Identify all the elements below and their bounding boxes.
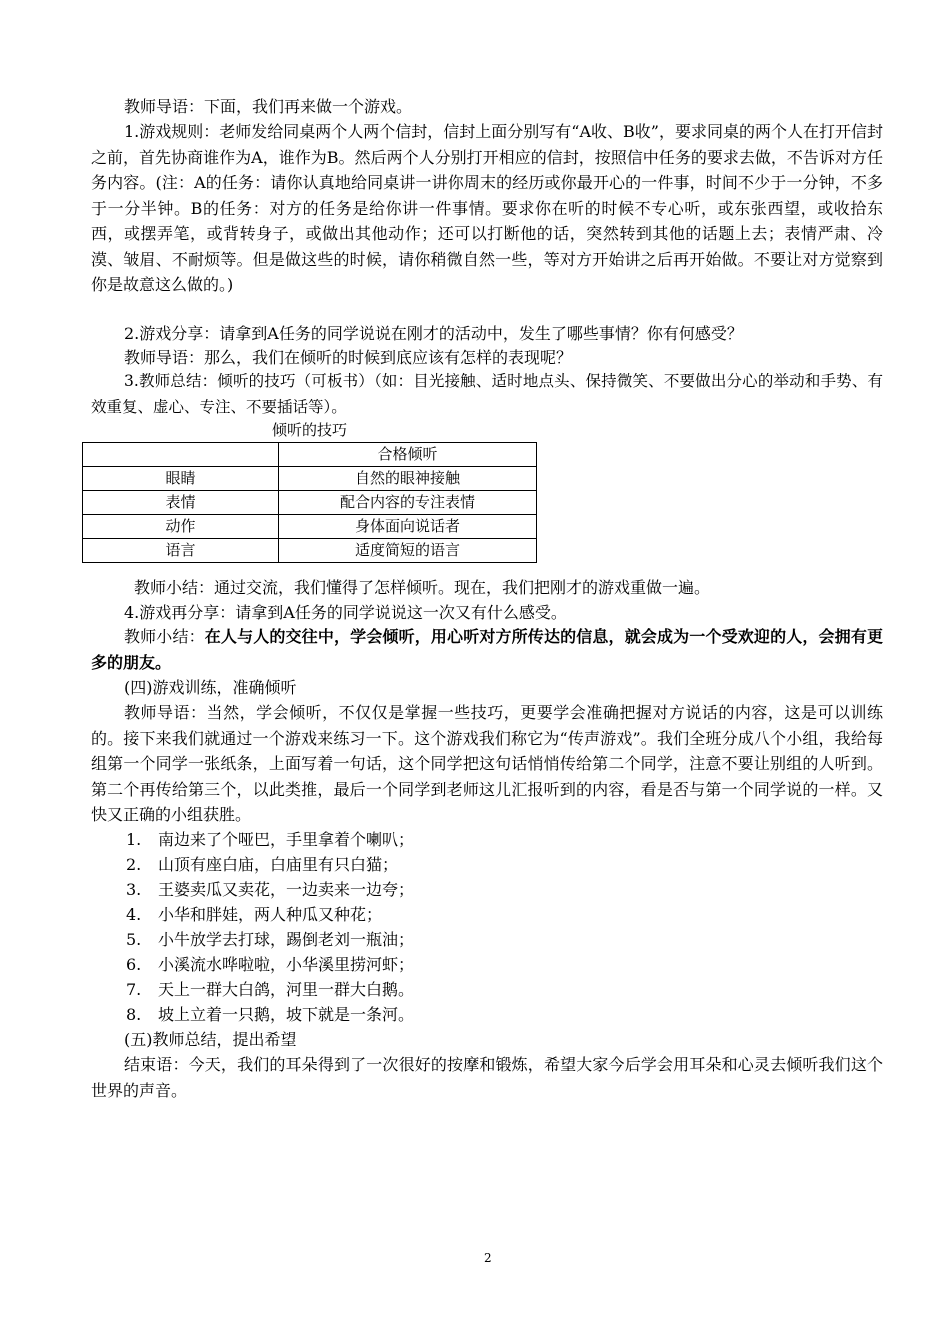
paragraph-teacher-summary: 3.教师总结：倾听的技巧（可板书）（如：目光接触、适时地点头、保持微笑、不要做出分心的举动和手势、有效重复、虚心、专注、不要插话等）。 — [91, 372, 883, 416]
list-item-number: 3. — [126, 880, 142, 899]
listening-skills-table — [82, 442, 537, 563]
list-item-text: 天上一群大白鸽，河里一群大白鹅。 — [158, 980, 415, 999]
table-cell: 眼睛 — [83, 467, 279, 491]
table-cell: 自然的眼神接触 — [279, 467, 537, 491]
list-item-text: 小华和胖娃，两人种瓜又种花； — [158, 905, 383, 924]
section-heading-summary: (五)教师总结，提出希望 — [124, 1030, 297, 1049]
table-cell: 适度简短的语言 — [279, 539, 537, 563]
paragraph-game-share: 2.游戏分享：请拿到A任务的同学说说在刚才的活动中，发生了哪些事情？你有何感受？ — [124, 324, 743, 343]
list-item — [126, 827, 414, 852]
list-item — [126, 852, 398, 877]
paragraph-whisper-game: 教师导语：当然，学会倾听，不仅仅是掌握一些技巧，更要学会准确把握对方说话的内容，这是可以训练的。接下来我们就通过一个游戏来练习一下。这个游戏我们称它为“传声游戏”。我们全班分成八个小组，我给每组第一个同学一张纸条，上面写着一句话，这个同学把这句话悄悄传给第二个同学，注意不要让别组的人听到。第二个再传给第三个，以此类推，最后一个同学到老师这儿汇报听到的内容，看是否与第一个同学说的一样。又快又正确的小组获胜。 — [91, 703, 883, 824]
table-caption: 倾听的技巧 — [272, 421, 348, 439]
list-item-text: 小溪流水哗啦啦，小华溪里捞河虾； — [158, 955, 415, 974]
list-item — [126, 927, 414, 952]
paragraph-intro: 教师导语：下面，我们再来做一个游戏。 — [124, 97, 413, 116]
conclusion-prefix: 教师小结： — [124, 627, 205, 646]
paragraph-closing: 结束语：今天，我们的耳朵得到了一次很好的按摩和锻炼，希望大家今后学会用耳朵和心灵去倾听我们这个世界的声音。 — [91, 1055, 883, 1100]
paragraph-teacher-question: 教师导语：那么，我们在倾听的时候到底应该有怎样的表现呢？ — [124, 348, 573, 367]
section-heading-game-training: (四)游戏训练，准确倾听 — [124, 678, 297, 697]
table-cell: 语言 — [83, 539, 279, 563]
list-item-number: 1. — [126, 830, 142, 849]
list-item-number: 6. — [126, 955, 142, 974]
list-item-number: 8. — [126, 1005, 142, 1024]
conclusion-bold-text: 在人与人的交往中，学会倾听，用心听对方所传达的信息，就会成为一个受欢迎的人，会拥有更多的朋友。 — [91, 627, 883, 672]
list-item-number: 7. — [126, 980, 142, 999]
list-item — [126, 977, 414, 1002]
table-cell: 配合内容的专注表情 — [279, 491, 537, 515]
table-header-cell — [83, 443, 279, 467]
table-row — [83, 467, 537, 491]
list-item-text: 山顶有座白庙，白庙里有只白猫； — [158, 855, 399, 874]
paragraph-game-reshare: 4.游戏再分享：请拿到A任务的同学说说这一次又有什么感受。 — [124, 603, 567, 622]
paragraph-game-rules: 1.游戏规则：老师发给同桌两个人两个信封，信封上面分别写有“A收、B收”，要求同桌的两个人在打开信封之前，首先协商谁作为A，谁作为B。然后两个人分别打开相应的信封，按照信中任务的要求去做，不告诉对方任务内容。(注：A的任务：请你认真地给同桌讲一讲你周末的经历或你最开心的一件事，时间不少于一分钟，不多于一分半钟。B的任务：对方的任务是给你讲一件事情。要求你在听的时候不专心听，或东张西望，或收拾东西，或摆弄笔，或背转身子，或做出其他动作；还可以打断他的话，突然转到其他的话题上去；表情严肃、冷漠、皱眉、不耐烦等。但是做这些的时候，请你稍微自然一些，等对方开始讲之后再开始做。不要让对方觉察到你是故意这么做的。) — [91, 122, 883, 294]
table-cell: 动作 — [83, 515, 279, 539]
list-item — [126, 902, 382, 927]
list-item-text: 南边来了个哑巴，手里拿着个喇叭； — [158, 830, 415, 849]
paragraph-teacher-note: 教师小结：通过交流，我们懂得了怎样倾听。现在，我们把刚才的游戏重做一遍。 — [134, 578, 711, 597]
list-item-number: 2. — [126, 855, 142, 874]
table-header-cell: 合格倾听 — [279, 443, 537, 467]
list-item-text: 王婆卖瓜又卖花，一边卖来一边夸； — [158, 880, 415, 899]
table-row — [83, 491, 537, 515]
paragraph-teacher-conclusion — [91, 624, 883, 675]
page-number: 2 — [484, 1251, 492, 1265]
list-item — [126, 1002, 414, 1027]
list-item-text: 小牛放学去打球，踢倒老刘一瓶油； — [158, 930, 415, 949]
list-item-text: 坡上立着一只鹅，坡下就是一条河。 — [158, 1005, 415, 1024]
list-item — [126, 952, 414, 977]
table-row — [83, 515, 537, 539]
list-item — [126, 877, 414, 902]
table-header-row — [83, 443, 537, 467]
table-cell: 身体面向说话者 — [279, 515, 537, 539]
list-item-number: 5. — [126, 930, 142, 949]
list-item-number: 4. — [126, 905, 142, 924]
table-cell: 表情 — [83, 491, 279, 515]
table-row — [83, 539, 537, 563]
